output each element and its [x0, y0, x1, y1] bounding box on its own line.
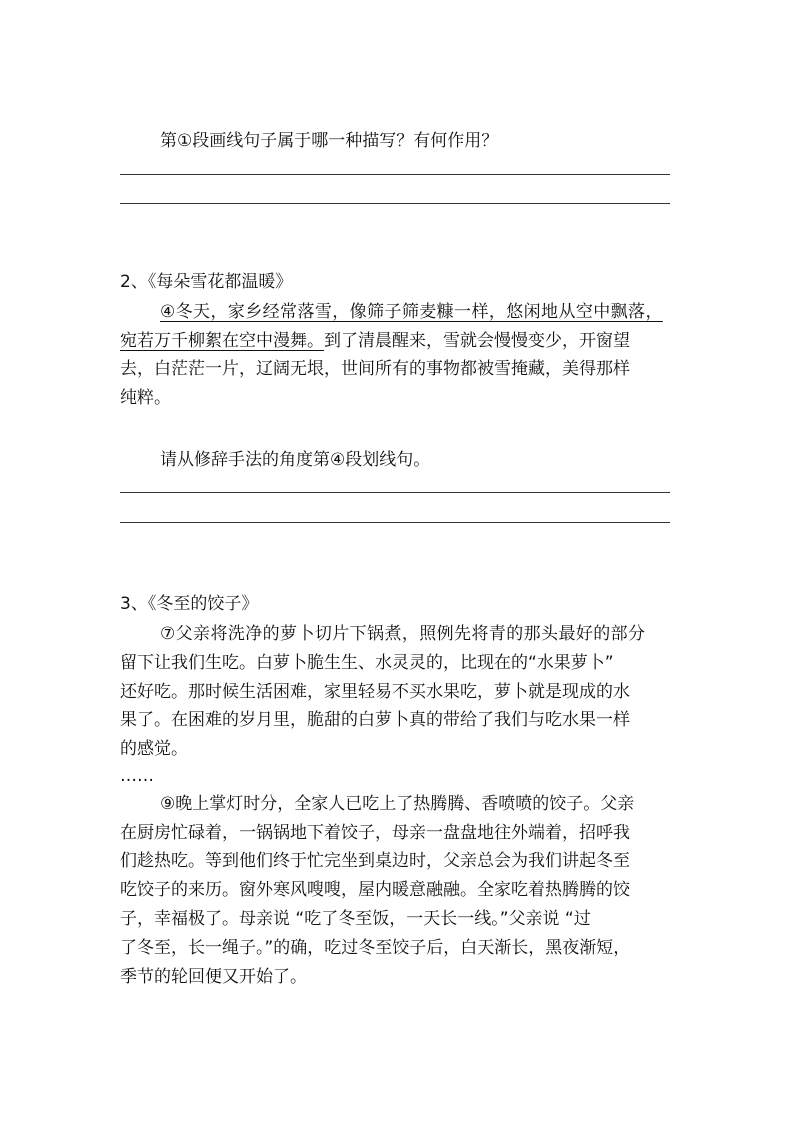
s2-heading: 2、《每朵雪花都温暖》 [120, 272, 293, 292]
s3-ellipsis: …… [120, 766, 154, 786]
answer-line [120, 522, 670, 523]
s3-heading: 3、《冬至的饺子》 [120, 594, 259, 614]
q1-question: 第①段画线句子属于哪一种描写？有何作用？ [160, 131, 499, 151]
s3-p9-line-6: 了冬至，长一绳子。”的确，吃过冬至饺子后，白天渐长，黑夜渐短， [120, 938, 631, 958]
s3-p9-line-7: 季节的轮回便又开始了。 [120, 967, 307, 987]
s3-p9-line-1: ⑨晚上掌灯时分，全家人已吃上了热腾腾、香喷喷的饺子。父亲 [160, 794, 635, 814]
s2-underlined-line-1: ④冬天，家乡经常落雪，像筛子筛麦糠一样，悠闲地从空中飘落， [160, 302, 663, 322]
s3-p7-line-4: 果了。在困难的岁月里，脆甜的白萝卜真的带给了我们与吃水果一样 [120, 710, 630, 730]
s3-p9-line-3: 们趁热吃。等到他们终于忙完坐到桌边时，父亲总会为我们讲起冬至 [120, 851, 630, 871]
s3-p9-line-5: 子，幸福极了。母亲说 “吃了冬至饭，一天长一线。”父亲说 “过 [120, 909, 591, 929]
s3-p7-line-2: 留下让我们生吃。白萝卜脆生生、水灵灵的，比现在的“水果萝卜” [120, 653, 614, 673]
s3-p7-line-3: 还好吃。那时候生活困难，家里轻易不买水果吃，萝卜就是现成的水 [120, 682, 630, 702]
answer-line [120, 203, 670, 204]
s2-line-2-rest: 到了清晨醒来，雪就会慢慢变少，开窗望 [324, 331, 630, 351]
s2-line-2 [120, 327, 630, 355]
s3-p7-line-5: 的感觉。 [120, 739, 188, 759]
s3-p9-line-4: 吃饺子的来历。窗外寒风嗖嗖，屋内暖意融融。全家吃着热腾腾的饺 [120, 880, 630, 900]
s3-p7-line-1: ⑦父亲将洗净的萝卜切片下锅煮，照例先将青的那头最好的部分 [160, 624, 646, 644]
s3-p9-line-2: 在厨房忙碌着，一锅锅地下着饺子，母亲一盘盘地往外端着，招呼我 [120, 823, 630, 843]
s2-underlined-line-2: 宛若万千柳絮在空中漫舞。 [120, 331, 324, 351]
answer-line [120, 174, 670, 175]
s2-line-4: 纯粹。 [120, 388, 171, 408]
s2-question: 请从修辞手法的角度第④段划线句。 [160, 450, 431, 470]
s2-line-3: 去，白茫茫一片，辽阔无垠，世间所有的事物都被雪掩藏，美得那样 [120, 359, 630, 379]
answer-line [120, 492, 670, 493]
